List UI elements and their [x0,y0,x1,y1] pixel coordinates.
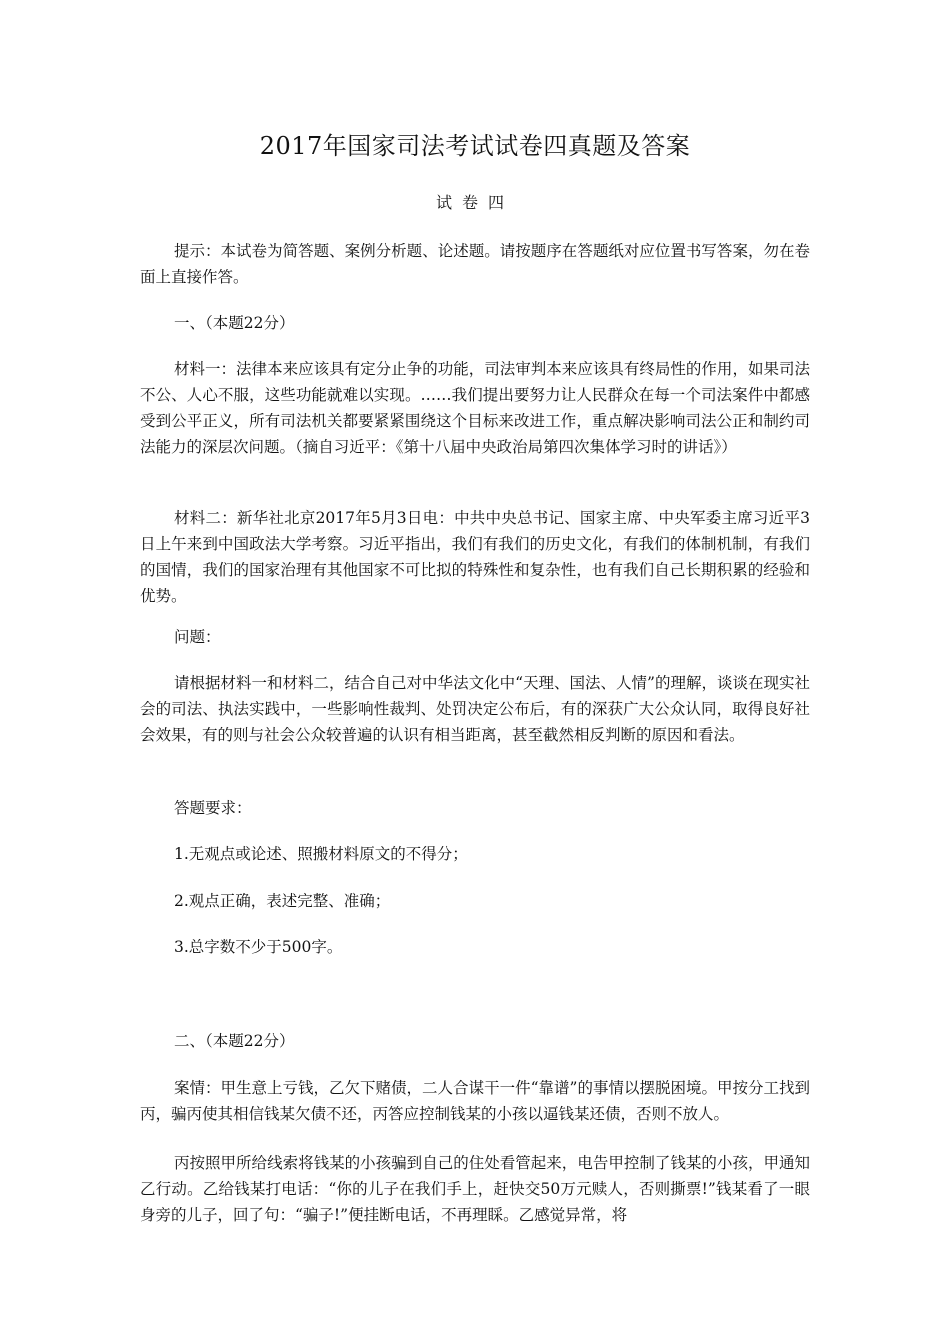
material-two-paragraph: 材料二：新华社北京2017年5月3日电：中共中央总书记、国家主席、中央军委主席习近平3日上午来到中国政法大学考察。习近平指出，我们有我们的历史文化，有我们的体制机制，有我们的国情，我们的国家治理有其他国家不可比拟的特殊性和复杂性，也有我们自己长期积累的经验和优势。 [140,509,810,605]
material-one-paragraph: 材料一：法律本来应该具有定分止争的功能，司法审判本来应该具有终局性的作用，如果司法不公、人心不服，这些功能就难以实现。……我们提出要努力让人民群众在每一个司法案件中都感受到公平正义，所有司法机关都要紧紧围绕这个目标来改进工作，重点解决影响司法公正和制约司法能力的深层次问题。（摘自习近平：《第十八届中央政治局第四次集体学习时的讲话》） [140,360,810,456]
document-subtitle: 试卷四 [435,193,514,212]
question-paragraph: 请根据材料一和材料二，结合自己对中华法文化中“天理、国法、人情”的理解，谈谈在现实社会的司法、执法实践中，一些影响性裁判、处罚决定公布后，有的深获广大公众认同，取得良好社会效果，有的则与社会公众较普遍的认识有相当距离，甚至截然相反判断的原因和看法。 [140,674,810,744]
document-title: 2017年国家司法考试试卷四真题及答案 [259,132,691,160]
section-heading-two: 二、（本题22分） [174,1032,295,1050]
case-paragraph: 案情：甲生意上亏钱，乙欠下赌债，二人合谋干一件“靠谱”的事情以摆脱困境。甲按分工找到丙，骗丙使其相信钱某欠债不还，丙答应控制钱某的小孩以逼钱某还债，否则不放人。 [140,1079,810,1123]
question-label: 问题： [174,628,221,646]
instructions-paragraph: 提示：本试卷为简答题、案例分析题、论述题。请按题序在答题纸对应位置书写答案，勿在卷面上直接作答。 [140,242,810,286]
section-heading-one: 一、（本题22分） [174,314,295,332]
answer-requirements-label: 答题要求： [174,799,252,817]
case-continuation-paragraph: 丙按照甲所给线索将钱某的小孩骗到自己的住处看管起来，电告甲控制了钱某的小孩，甲通知乙行动。乙给钱某打电话：“你的儿子在我们手上，赶快交50万元赎人，否则撕票!”钱某看了一眼身旁的儿子，回了句：“骗子!”便挂断电话，不再理睬。乙感觉异常，将 [140,1154,810,1224]
requirement-item-1: 1.无观点或论述、照搬材料原文的不得分； [174,845,468,863]
requirement-item-3: 3.总字数不少于500字。 [174,938,343,956]
requirement-item-2: 2.观点正确，表述完整、准确； [174,892,391,910]
